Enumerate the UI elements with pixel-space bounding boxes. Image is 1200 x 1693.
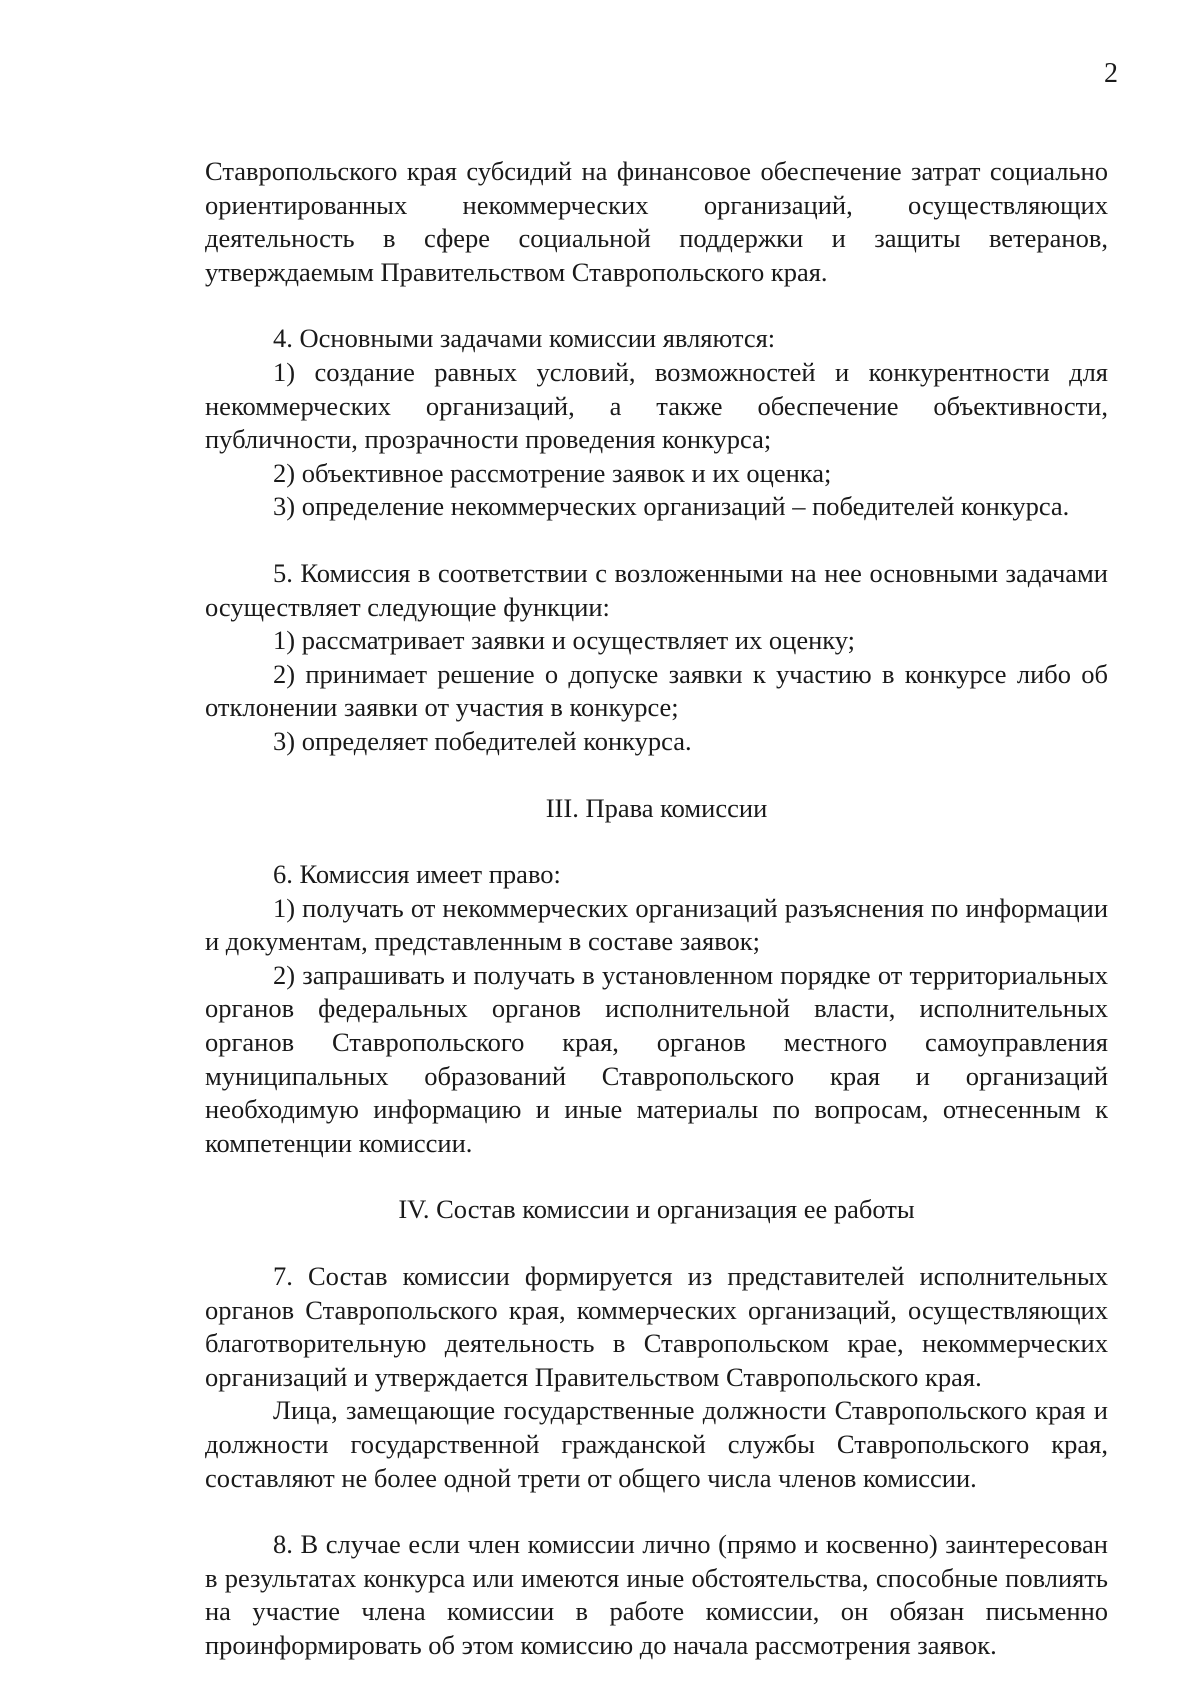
section-heading-3: III. Права комиссии (545, 792, 768, 823)
paragraph-6: 6. Комиссия имеет право: (273, 859, 561, 890)
paragraph-4-item-2: 2) объективное рассмотрение заявок и их оценка; (273, 457, 832, 488)
paragraph-5: 5. Комиссия в соответствии с возложенными на нее основными задачами осуществляет следующие функции: (205, 557, 1108, 622)
paragraph-4-item-3: 3) определение некоммерческих организаций – победителей конкурса. (273, 491, 1070, 522)
page-number: 2 (1104, 58, 1118, 89)
paragraph-5-item-1: 1) рассматривает заявки и осуществляет их оценку; (273, 625, 856, 656)
document-body (205, 155, 1108, 1663)
paragraph-7-part-2: Лица, замещающие государственные должности Ставропольского края и должности государственной гражданской службы Ставропольского края, составляют не более одной трети от общего числа членов комиссии. (205, 1395, 1108, 1493)
paragraph-5-item-2: 2) принимает решение о допуске заявки к участию в конкурсе либо об отклонении заявки от участия в конкурсе; (205, 658, 1108, 723)
paragraph-6-item-1: 1) получать от некоммерческих организаций разъяснения по информации и документам, представленным в составе заявок; (205, 892, 1108, 957)
paragraph-6-item-2: 2) запрашивать и получать в установленном порядке от территориальных органов федеральных органов исполнительной власти, исполнительных органов Ставропольского края, органов местного самоуправления муниципальных образований Ставропольского края и организаций необходимую информацию и иные материалы по вопросам, отнесенным к компетенции комиссии. (205, 959, 1108, 1158)
paragraph-4: 4. Основными задачами комиссии являются: (273, 323, 776, 354)
paragraph-continuation: Ставропольского края субсидий на финансовое обеспечение затрат социально ориентированных некоммерческих организаций, осуществляющих деятельность в сфере социальной поддержки и защиты ветеранов, утверждаемым Правительством Ставропольского края. (205, 156, 1108, 287)
section-heading-4: IV. Состав комиссии и организация ее работы (398, 1194, 915, 1225)
paragraph-8: 8. В случае если член комиссии лично (прямо и косвенно) заинтересован в результатах конкурса или имеются иные обстоятельства, способные повлиять на участие члена комиссии в работе комиссии, он обязан письменно проинформировать об этом комиссию до начала рассмотрения заявок. (205, 1529, 1108, 1660)
paragraph-7: 7. Состав комиссии формируется из представителей исполнительных органов Ставропольского края, коммерческих организаций, осуществляющих благотворительную деятельность в Ставропольском крае, некоммерческих организаций и утверждается Правительством Ставропольского края. (205, 1261, 1108, 1392)
paragraph-5-item-3: 3) определяет победителей конкурса. (273, 725, 692, 756)
paragraph-4-item-1: 1) создание равных условий, возможностей и конкурентности для некоммерческих организаций, а также обеспечение объективности, публичности, прозрачности проведения конкурса; (205, 356, 1108, 455)
